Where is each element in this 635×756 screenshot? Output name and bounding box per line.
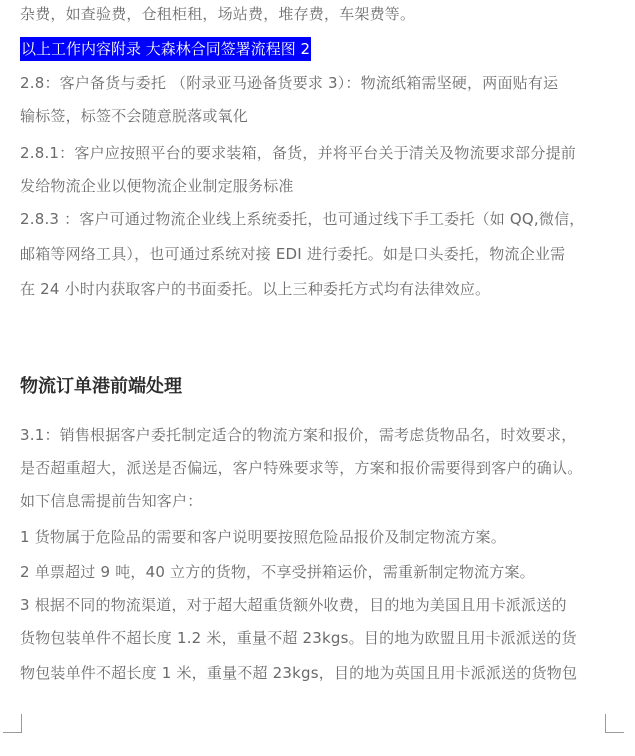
highlighted-selection[interactable]: 以上工作内容附录 大森林合同签署流程图 2 bbox=[20, 37, 311, 61]
text-line: 如下信息需提前告知客户： bbox=[20, 492, 203, 510]
text-line: 发给物流企业以便物流企业制定服务标准 bbox=[20, 177, 294, 195]
text-line: 3.1：销售根据客户委托制定适合的物流方案和报价，需考虑货物品名，时效要求， bbox=[20, 426, 577, 444]
text-line: 在 24 小时内获取客户的书面委托。以上三种委托方式均有法律效应。 bbox=[20, 280, 491, 298]
list-item: 1 货物属于危险品的需要和客户说明要按照危险品报价及制定物流方案。 bbox=[20, 528, 506, 546]
list-item: 2 单票超过 9 吨，40 立方的货物，不享受拼箱运价，需重新制定物流方案。 bbox=[20, 563, 535, 581]
list-item: 物包装单件不超长度 1 米，重量不超 23kgs，目的地为英国且用卡派派送的货物包 bbox=[20, 664, 578, 682]
text-line: 邮箱等网络工具），也可通过系统对接 EDI 进行委托。如是口头委托，物流企业需 bbox=[20, 245, 566, 263]
list-item: 3 根据不同的物流渠道，对于超大超重货额外收费，目的地为美国且用卡派派送的 bbox=[20, 596, 567, 614]
text-line: 2.8.1：客户应按照平台的要求装箱，备货，并将平台关于清关及物流要求部分提前 bbox=[20, 144, 576, 162]
text-line: 杂费，如查验费，仓租柜租，场站费，堆存费，车架费等。 bbox=[20, 5, 416, 23]
section-heading: 物流订单港前端处理 bbox=[20, 376, 182, 397]
text-line: 2.8：客户备货与委托 （附录亚马逊备货要求 3）：物流纸箱需坚硬，两面贴有运 bbox=[20, 74, 559, 92]
list-item: 货物包装单件不超长度 1.2 米，重量不超 23kgs。目的地为欧盟且用卡派派送的货 bbox=[20, 629, 577, 647]
text-line: 2.8.3 ：客户可通过物流企业线上系统委托，也可通过线下手工委托（如 QQ,微信， bbox=[20, 210, 585, 228]
page-corner-mark-right bbox=[605, 714, 624, 733]
text-line: 输标签，标签不会随意脱落或氧化 bbox=[20, 107, 249, 125]
text-line: 是否超重超大，派送是否偏远，客户特殊要求等，方案和报价需要得到客户的确认。 bbox=[20, 459, 583, 477]
page-corner-mark-left bbox=[3, 714, 22, 733]
